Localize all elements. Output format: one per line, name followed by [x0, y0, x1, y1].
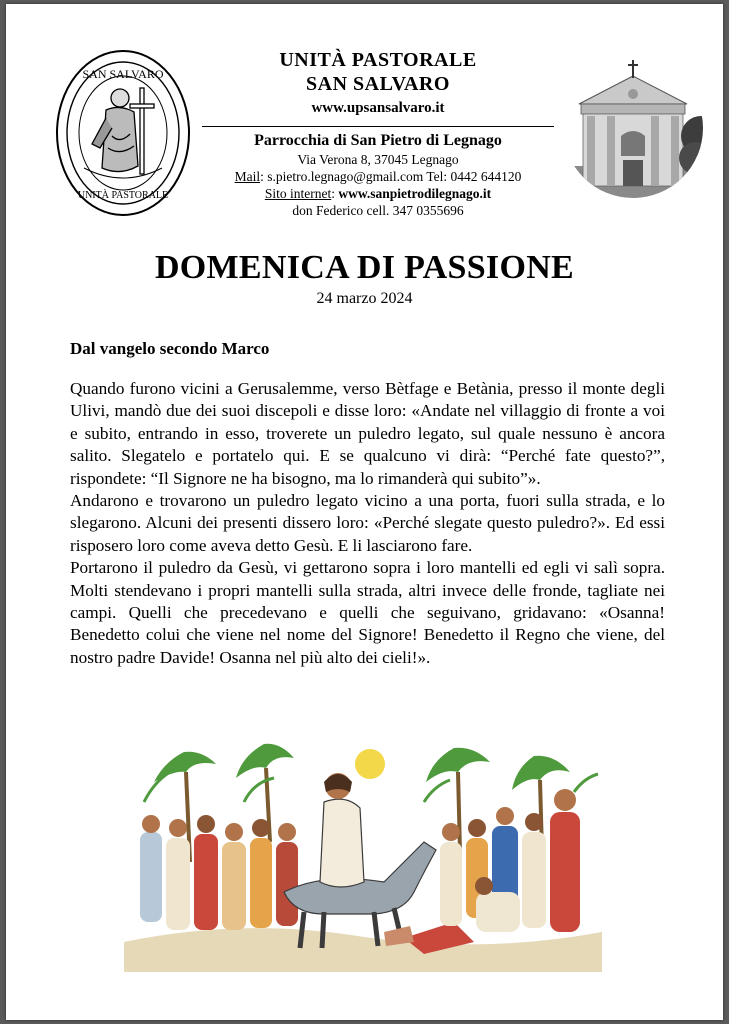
parish-name: Parrocchia di San Pietro di Legnago	[254, 132, 502, 149]
mail-label: Mail	[234, 169, 261, 184]
site-value: www.sanpietrodilegnago.it	[338, 186, 492, 201]
parish-mail-line	[202, 168, 554, 185]
page-date: 24 marzo 2024	[316, 290, 413, 307]
parish-site-line: Sito internet: www.sanpietrodilegnago.it	[264, 186, 492, 201]
org-name-line2: SAN SALVARO	[306, 73, 450, 95]
gospel-heading: Dal vangelo secondo Marco	[70, 339, 270, 358]
document-page	[6, 4, 723, 1020]
org-name-line1: UNITÀ PASTORALE	[279, 49, 477, 71]
mail-value: : s.pietro.legnago@gmail.com Tel: 0442 644120	[260, 169, 522, 184]
gospel-paragraph: Andarono e trovarono un puledro legato vicino a una porta, fuori sulla strada, e lo slegarono. Alcuni dei presenti dissero loro: «Perché slegate questo puledro?». Ed essi risposero loro come aveva detto Gesù. E li lasciarono fare.	[70, 491, 665, 555]
gospel-paragraph: Portarono il puledro da Gesù, vi gettarono sopra i loro mantelli ed egli vi salì sopra. Molti stendevano i propri mantelli sulla strada, altri invece delle fronde, tagliate nei campi. Quelli che precedevano e quelli che seguivano, gridavano: «Osanna! Benedetto colui che viene nel nome del Signore! Benedetto il Regno che viene, del nostro padre Davide! Osanna nel più alto dei cieli!».	[70, 558, 665, 667]
seal-text-top: SAN SALVARO	[82, 67, 164, 81]
parish-address: Via Verona 8, 37045 Legnago	[297, 152, 459, 167]
letterhead	[202, 48, 554, 219]
seal-text-bottom: UNITÀ PASTORALE	[77, 190, 169, 201]
org-website: www.upsansalvaro.it	[311, 100, 445, 116]
site-label: Sito internet	[264, 186, 332, 201]
gospel-paragraph: Quando furono vicini a Gerusalemme, verso Bètfage e Betània, presso il monte degli Ulivi, mandò due dei suoi discepoli e disse loro: «Andate nel villaggio di fronte a voi e subito, entrando in esso, troverete un puledro legato, sul quale nessuno è ancora salito. Slegatelo e portatelo qui. E se qualcuno vi dirà: “Perché fate questo?”, rispondete: “Il Signore ne ha bisogno, ma lo rimanderà qui subito”».	[70, 379, 665, 488]
church-photo	[563, 46, 713, 204]
header-divider	[202, 126, 554, 127]
san-salvaro-seal-logo	[54, 48, 192, 218]
page-title: DOMENICA DI PASSIONE	[154, 249, 575, 286]
gospel-text	[70, 378, 665, 669]
parish-contact: don Federico cell. 347 0355696	[292, 203, 464, 218]
palm-sunday-illustration	[124, 742, 602, 972]
